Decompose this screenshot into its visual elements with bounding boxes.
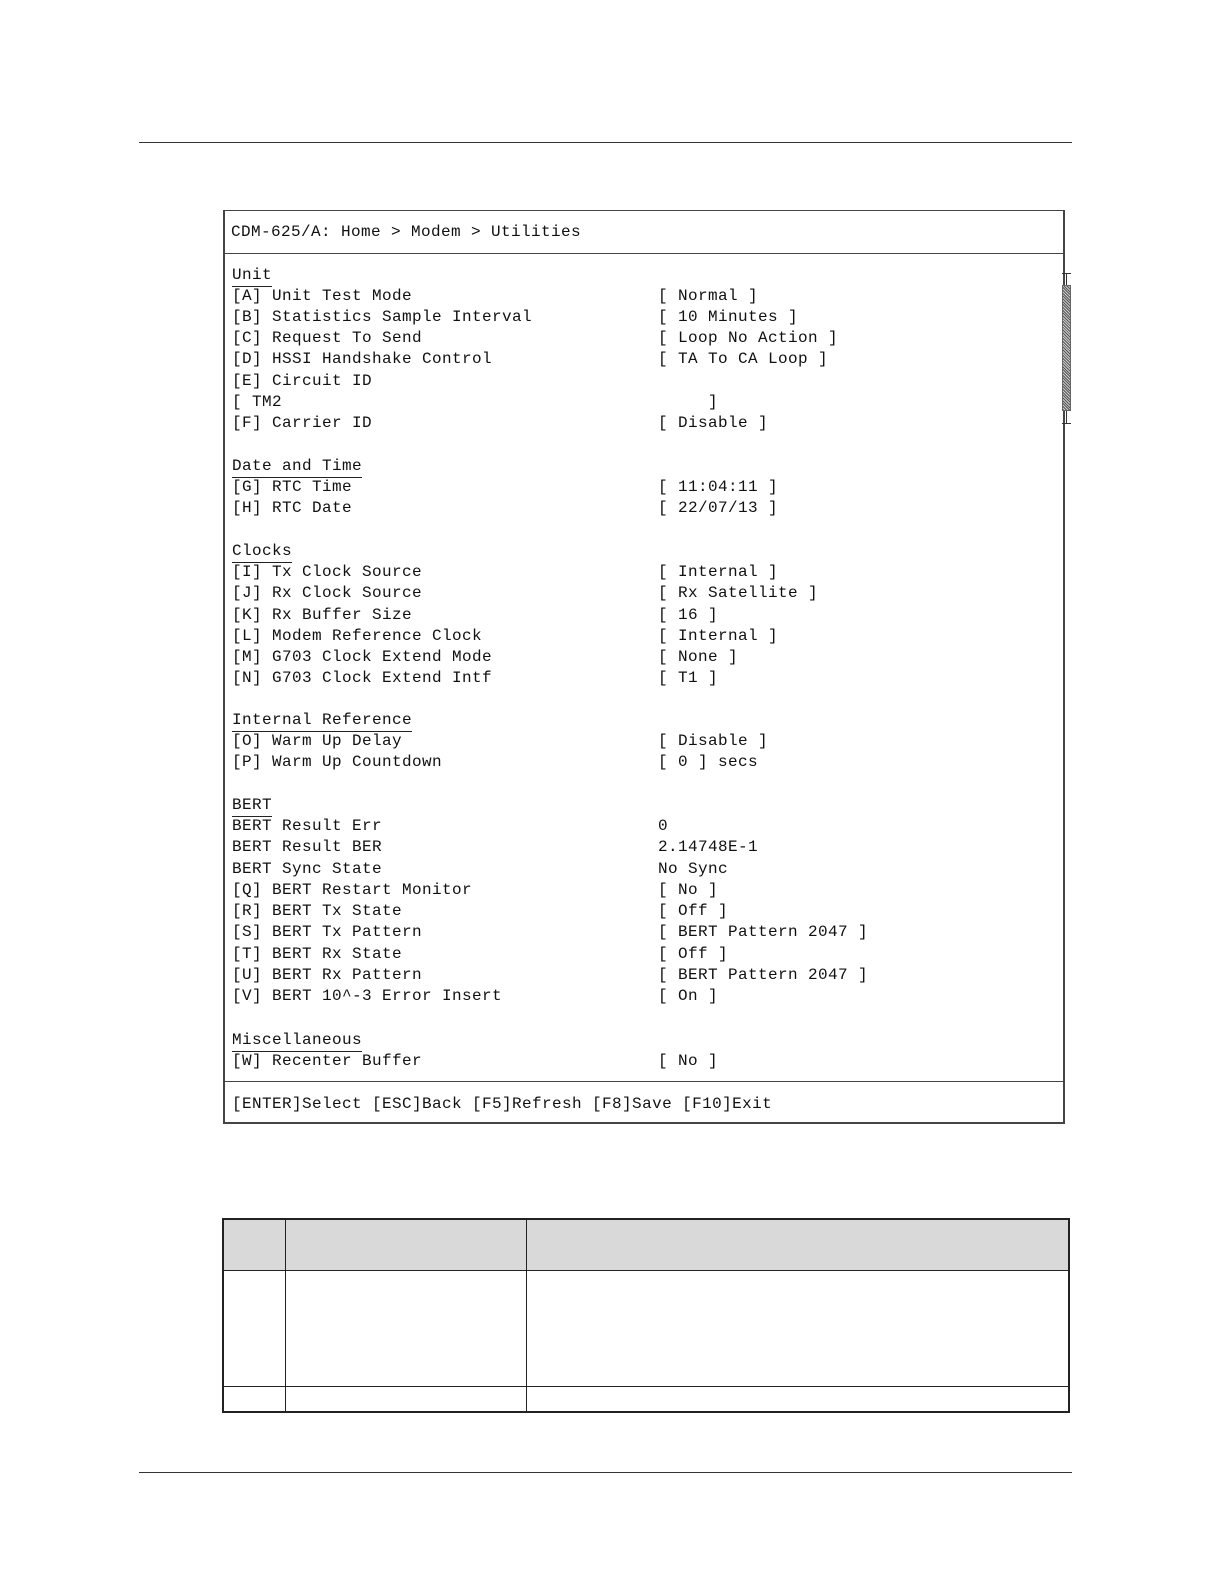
scrollbar-thumb[interactable] <box>1062 285 1071 411</box>
table-row-divider <box>224 1386 1068 1387</box>
key-help-bar: [ENTER]Select [ESC]Back [F5]Refresh [F8]Save [F10]Exit <box>232 1095 773 1113</box>
table-column-divider <box>285 1220 286 1411</box>
section-heading-bert: BERT <box>232 795 272 817</box>
table-header-row <box>224 1220 1068 1271</box>
section-heading-miscellaneous: Miscellaneous <box>232 1030 362 1052</box>
section-heading-date-time: Date and Time <box>232 456 362 478</box>
table-column-divider <box>526 1220 527 1411</box>
page-top-rule <box>139 142 1072 143</box>
scrollbar-track-bottom <box>1066 411 1067 423</box>
utilities-console: CDM-625/A: Home > Modem > Utilities Unit [A] Unit Test Mode [ Normal ] [B] Statistics Sample Interval [ 10 Minutes ] [C] Request To Send [ Loop No Action ] [D] HSSI Handshake Control [ TA To CA Loop ] [E] Circuit ID [ TM2 ] [F] Carrier ID [ Disable ] Date and Time [G] RTC Time [ 11:04:11 ] [H] RTC Date [ 22/07/13 ] Clocks [I] Tx Clock Source [ Internal ] [J] Rx Clock Source [ Rx Satellite ] [K] Rx Buffer Size [ 16 ] [L] Modem Reference Clock [ Internal ] [M] G703 Clock Extend Mode [ None ] [N] G703 Clock Extend Intf [ T1 ] Internal Reference [O] Warm Up Delay [ Disable ] [P] Warm Up Countdown [ 0 ] secs BERT BERT Result Err 0 BERT Result BER 2.14748E-1 BERT Sync State No Sync [Q] BERT Restart Monitor [ No ] [R] BERT Tx State [ Off ] [S] BERT Tx Pattern [ BERT Pattern 2047 ] [T] BERT Rx State [ Off ] [U] BERT Rx Pattern [ BERT Pattern 2047 ] [V] BERT 10^-3 Error Insert [ On ] Miscellaneous [W] Recenter Buffer [ No ] [ENTER]Select [ESC]Back [F5]Refresh [F8]Save [F10]Exit <box>223 210 1065 1124</box>
footer-divider <box>225 1081 1063 1082</box>
section-heading-unit: Unit <box>232 265 272 287</box>
scrollbar[interactable] <box>1061 273 1071 425</box>
scrollbar-track-top <box>1066 273 1067 285</box>
header-divider <box>225 253 1063 254</box>
section-heading-internal-reference: Internal Reference <box>232 710 412 732</box>
page-bottom-rule <box>139 1472 1072 1473</box>
section-heading-clocks: Clocks <box>232 541 292 563</box>
scrollbar-bottom-cap <box>1062 423 1071 424</box>
description-table <box>222 1218 1070 1413</box>
breadcrumb: CDM-625/A: Home > Modem > Utilities <box>231 223 582 241</box>
